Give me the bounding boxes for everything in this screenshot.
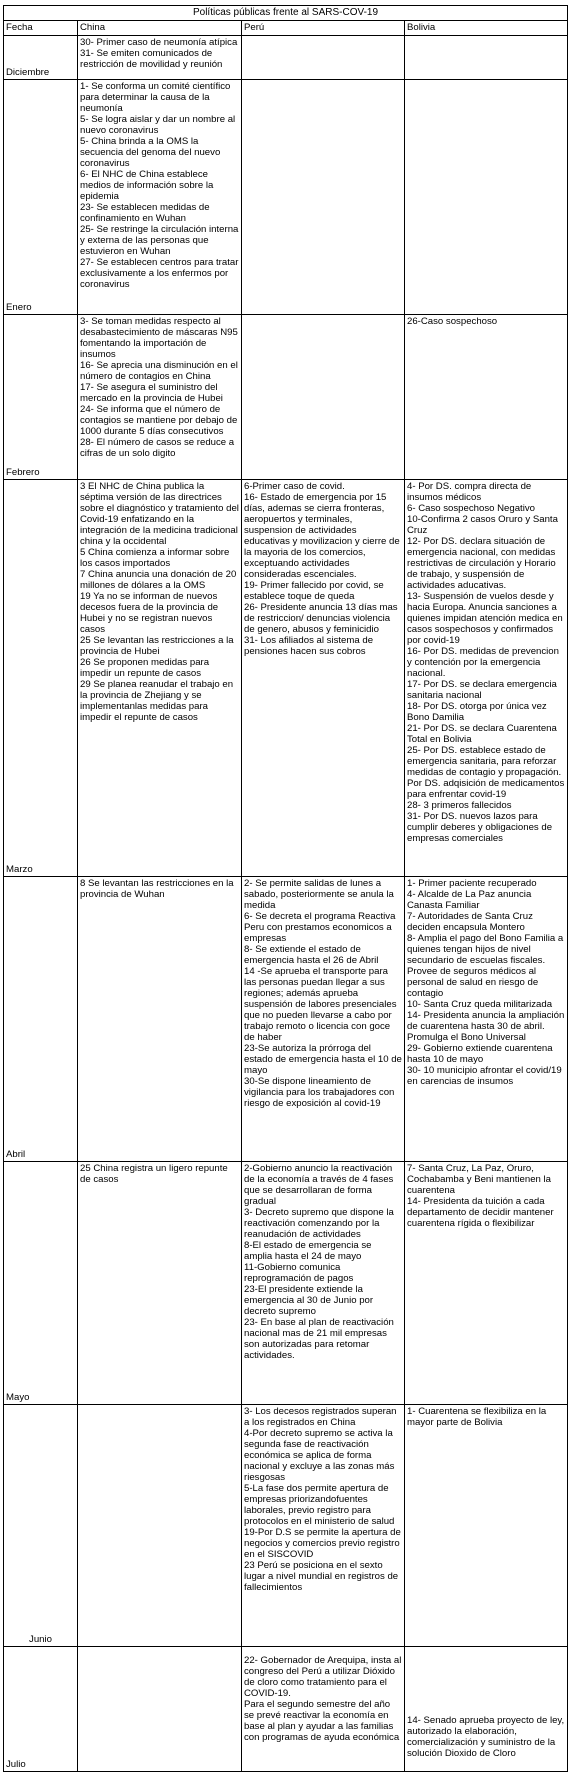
event-entry: 27- Se establecen centros para tratar exclusivamente a los enfermos por coronavirus (80, 257, 239, 290)
event-entry: 19 Ya no se informan de nuevos decesos fuera de la provincia de Hubei y no se registran nuevos casos (80, 591, 219, 635)
event-entry: 26-Caso sospechoso (407, 316, 498, 327)
row-diciembre (4, 36, 568, 80)
event-entry: 6- Caso sospechoso Negativo (407, 503, 535, 514)
event-entry: 16- Por DS. medidas de prevencion y contención por la emergencia nacional. (407, 646, 559, 679)
event-entry: 21- Por DS. se declara Cuarentena Total en Bolivia (407, 723, 557, 745)
event-entry: 30- Primer caso de neumonía atípica (80, 37, 238, 48)
event-entry: 4- Alcalde de La Paz anuncia Canasta Familiar (407, 889, 532, 911)
row-abril (4, 877, 568, 1162)
month-cell: Marzo (4, 480, 78, 877)
event-entry: 28- El número de casos se reduce a cifras de un solo digito (80, 437, 235, 459)
event-entry: 23 Perú se posiciona en el sexto lugar a nivel mundial en registros de fallecimientos (244, 1560, 399, 1593)
event-entry: 3- Se toman medidas respecto al desabastecimiento de máscaras N95 fomentando la importación de insumos (80, 316, 238, 360)
event-entry: 14- Senado aprueba proyecto de ley, autorizado la elaboración, comercialización y suministro de la solución Dioxido de Cloro (407, 1715, 565, 1759)
event-entry: 16- Se aprecia una disminución en el número de contagios en China (80, 360, 238, 382)
event-entry: 19- Primer fallecido por covid, se establece toque de queda (244, 580, 384, 602)
event-entry: 7- Autoridades de Santa Cruz deciden encapsula Montero (407, 911, 533, 933)
peru-cell (242, 80, 405, 315)
row-febrero (4, 315, 568, 480)
china-cell (78, 1405, 242, 1647)
event-entry: 8-El estado de emergencia se amplia hasta el 24 de mayo (244, 1240, 372, 1262)
header-fecha: Fecha (4, 21, 78, 36)
month-cell: Enero (4, 80, 78, 315)
event-entry: 30-Se dispone lineamiento de vigilancia para los trabajadores con riesgo de exposición al covid-19 (244, 1076, 395, 1109)
peru-cell (242, 1162, 405, 1405)
event-entry: 29- Gobierno extiende cuarentena hasta 10 de mayo (407, 1043, 553, 1065)
event-entry: 26 Se proponen medidas para impedir un repunte de casos (80, 657, 210, 679)
event-entry: 1- Primer paciente recuperado (407, 878, 537, 889)
event-entry: 24- Se informa que el número de contagios se mantiene por debajo de 1000 durante 5 días consecutivos (80, 404, 238, 437)
china-cell (78, 80, 242, 315)
peru-cell (242, 1405, 405, 1647)
header-peru: Perú (242, 21, 405, 36)
event-entry: 26- Presidente anuncia 13 días mas de restriccion/ denuncias violencia de genero, abusos y feminicidio (244, 602, 398, 635)
event-entry: 6-Primer caso de covid. (244, 481, 345, 492)
bolivia-cell (405, 36, 568, 80)
event-entry: 30- 10 municipio afrontar el covid/19 en carencias de insumos (407, 1065, 562, 1087)
event-entry: 17- Por DS. se declara emergencia sanitaria nacional (407, 679, 557, 701)
event-entry: 25- Se restringe la circulación interna y externa de las personas que estuvieron en Wuhan (80, 224, 239, 257)
event-entry: 6- El NHC de China establece medios de información sobre la epidemia (80, 169, 214, 202)
china-cell (78, 36, 242, 80)
event-entry: 4-Por decreto supremo se activa la segunda fase de reactivación económica se aplica de forma nacional y excluye a las zonas más riesgosas (244, 1428, 395, 1483)
peru-cell (242, 36, 405, 80)
policy-table (3, 5, 568, 1772)
bolivia-cell (405, 1162, 568, 1405)
event-entry: 25 China registra un ligero repunte de casos (80, 1163, 228, 1185)
month-cell: Mayo (4, 1162, 78, 1405)
event-entry: 14- Presidenta da tuición a cada departamento de decidir mantener cuarentena rígida o flexibilizar (407, 1196, 554, 1229)
event-entry: 23- Se establecen medidas de confinamiento en Wuhan (80, 202, 210, 224)
event-entry: 18- Por DS. otorga por única vez Bono Damilia (407, 701, 547, 723)
china-cell (78, 1162, 242, 1405)
event-entry: 29 Se planea reanudar el trabajo en la provincia de Zhejiang y se implementanlas medidas para impedir el repunte de casos (80, 679, 234, 723)
event-entry: 10- Santa Cruz queda militarizada (407, 999, 553, 1010)
month-cell: Junio (4, 1405, 78, 1647)
event-entry: 2- Se permite salidas de lunes a sabado, posteriormente se anula la medida (244, 878, 394, 911)
peru-cell (242, 315, 405, 480)
header-china: China (78, 21, 242, 36)
event-entry: 16- Estado de emergencia por 15 días, ademas se cierra fronteras, aeropuertos y terminales, suspension de actividades educativas y movilizacion y cierre de la mayoria de los comercios, exceptuando actividades consideradas escenciales. (244, 492, 400, 580)
event-entry: 17- Se asegura el suministro del mercado en la provincia de Hubei (80, 382, 223, 404)
event-entry: 5- China brinda a la OMS la secuencia del genoma del nuevo coronavirus (80, 136, 221, 169)
event-entry: 31- Se emiten comunicados de restricción de movilidad y reunión (80, 48, 223, 70)
event-entry: 10-Confirma 2 casos Oruro y Santa Cruz (407, 514, 558, 536)
event-entry: 11-Gobierno comunica reprogramación de pagos (244, 1262, 354, 1284)
event-entry: 8- Amplia el pago del Bono Familia a quienes tengan hijos de nivel secundario de escuelas fiscales. Provee de seguros médicos al personal de salud en riesgo de contagio (407, 933, 564, 999)
month-cell: Julio (4, 1647, 78, 1772)
event-entry: 28- 3 primeros fallecidos (407, 800, 512, 811)
event-entry: 14 -Se aprueba el transporte para las personas puedan llegar a sus regiones; además aprueba suspensión de labores presenciales que no pueden llevarse a cabo por trabajo remoto o licencia con goce de haber (244, 966, 397, 1043)
china-cell (78, 480, 242, 877)
china-cell (78, 1647, 242, 1772)
event-entry: Para el segundo semestre del año se prevé reactivar la economía en base al plan y ayudar a las familias con programas de ayuda económica (244, 1699, 400, 1743)
event-entry: 6- Se decreta el programa Reactiva Peru con prestamos economicos a empresas (244, 911, 396, 944)
event-entry: 8 Se levantan las restricciones en la provincia de Wuhan (80, 878, 234, 900)
event-entry: 22- Gobernador de Arequipa, insta al congreso del Perú a utilizar Dióxido de cloro como tratamiento para el COVID-19. (244, 1655, 402, 1699)
row-julio (4, 1647, 568, 1772)
peru-cell (242, 1647, 405, 1772)
bolivia-cell (405, 877, 568, 1162)
event-entry: 3- Decreto supremo que dispone la reactivación comenzando por la reanudación de actividades (244, 1207, 394, 1240)
event-entry: 12- Por DS. declara situación de emergencia nacional, con medidas restrictivas de circulación y Horario de trabajo, y suspensión de actividades aducativas. (407, 536, 556, 591)
event-entry: 13- Suspensión de vuelos desde y hacia Europa. Anuncia sanciones a quienes impidan atención medica en casos sospechosos y confirmados por covid-19 (407, 591, 563, 646)
event-entry: 31- Por DS. nuevos lazos para cumplir deberes y obligaciones de empresas comerciales (407, 811, 553, 844)
header-bolivia: Bolivia (405, 21, 568, 36)
event-entry: 25 Se levantan las restricciones a la provincia de Hubei (80, 635, 234, 657)
event-entry: 4- Por DS. compra directa de insumos médicos (407, 481, 532, 503)
event-entry: 7- Santa Cruz, La Paz, Oruro, Cochabamba y Beni mantienen la cuarentena (407, 1163, 551, 1196)
event-entry: 23-Se autoriza la prórroga del estado de emergencia hasta el 10 de mayo (244, 1043, 402, 1076)
event-entry: 2-Gobierno anuncio la reactivación de la economía a través de 4 fases que se desarrollaran de forma gradual (244, 1163, 394, 1207)
row-enero (4, 80, 568, 315)
china-cell (78, 877, 242, 1162)
month-cell: Diciembre (4, 36, 78, 80)
event-entry: 7 China anuncia una donación de 20 millones de dólares a la OMS (80, 569, 237, 591)
event-entry: 14- Presidenta anuncia la ampliación de cuarentena hasta 30 de abril. Promulga el Bono Universal (407, 1010, 565, 1043)
peru-cell (242, 480, 405, 877)
event-entry: 1- Se conforma un comité científico para determinar la causa de la neumonía (80, 81, 231, 114)
month-cell: Febrero (4, 315, 78, 480)
event-entry: 23- En base al plan de reactivación nacional mas de 21 mil empresas son autorizadas para retomar actividades. (244, 1317, 394, 1361)
event-entry: 23-El presidente extiende la emergencia al 30 de Junio por decreto supremo (244, 1284, 374, 1317)
row-marzo (4, 480, 568, 877)
month-cell: Abril (4, 877, 78, 1162)
china-cell (78, 315, 242, 480)
event-entry: 3 El NHC de China publica la séptima versión de las directrices sobre el diagnóstico y tratamiento del Covid-19 enfatizando en la integración de la medicina tradicional china y la occidental (80, 481, 239, 547)
event-entry: 1- Cuarentena se flexibiliza en la mayor parte de Bolivia (407, 1406, 547, 1428)
bolivia-cell (405, 1405, 568, 1647)
table-title: Políticas públicas frente al SARS-COV-19 (4, 6, 568, 21)
row-mayo (4, 1162, 568, 1405)
event-entry: 5-La fase dos permite apertura de empresas priorizandofuentes laborales, previo registro para protocolos en el ministerio de salud (244, 1483, 395, 1527)
bolivia-cell (405, 315, 568, 480)
bolivia-cell (405, 480, 568, 877)
event-entry: Por DS. adqisición de medicamentos para enfrentar covid-19 (407, 778, 565, 800)
event-entry: 3- Los decesos registrados superan a los registrados en China (244, 1406, 397, 1428)
bolivia-cell (405, 1647, 568, 1772)
row-junio (4, 1405, 568, 1647)
event-entry: 19-Por D.S se permite la apertura de negocios y comercios previo registro en el SISCOVID (244, 1527, 401, 1560)
event-entry: 5 China comienza a informar sobre los casos importados (80, 547, 230, 569)
event-entry: 8- Se extiende el estado de emergencia hasta el 26 de Abril (244, 944, 379, 966)
event-entry: 31- Los afiliados al sistema de pensiones hacen sus cobros (244, 635, 374, 657)
bolivia-cell (405, 80, 568, 315)
peru-cell (242, 877, 405, 1162)
event-entry: 25- Por DS. establece estado de emergencia sanitaria, para reforzar medidas de contagio y propagación. (407, 745, 562, 778)
event-entry: 5- Se logra aislar y dar un nombre al nuevo coronavirus (80, 114, 236, 136)
